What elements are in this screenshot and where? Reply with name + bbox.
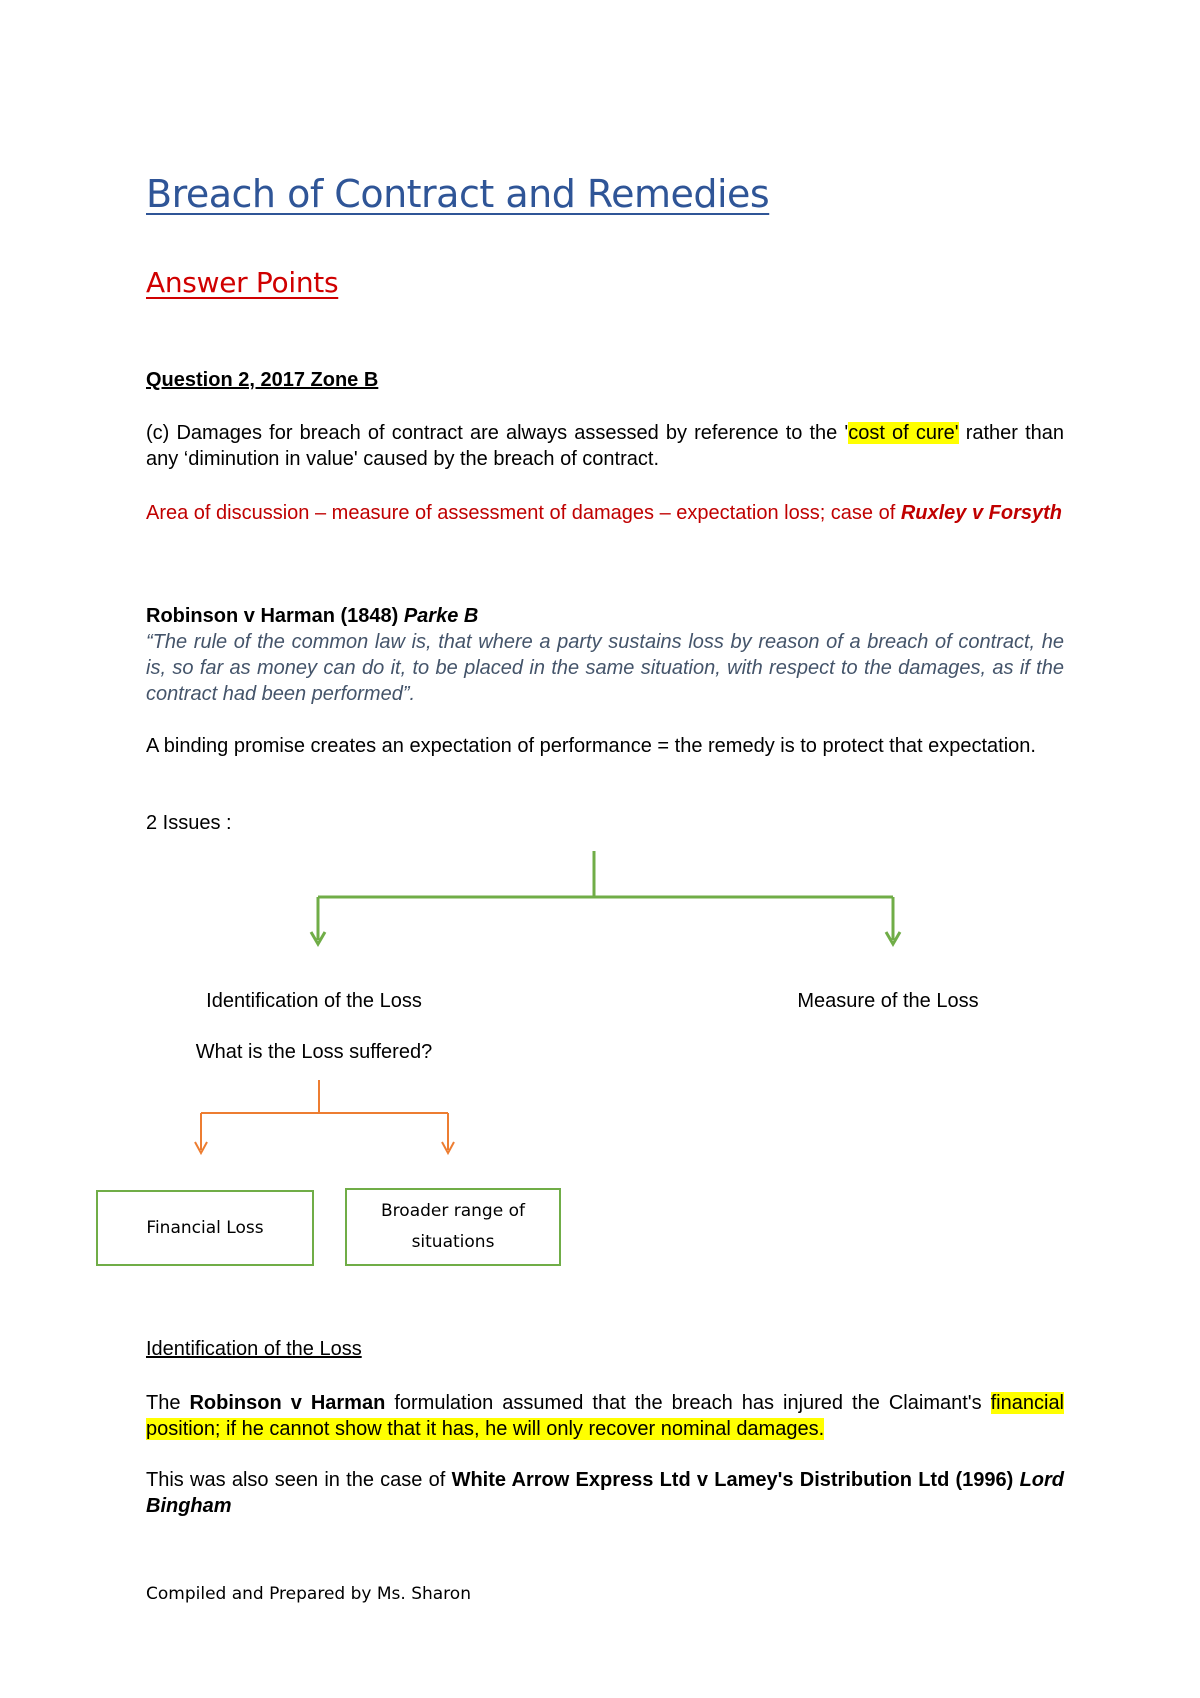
para2-mid: formulation assumed that the breach has injured the Claimant's (385, 1392, 991, 1414)
robinson-case-name: Robinson v Harman (1848) (146, 605, 404, 627)
ruxley-case: Ruxley v Forsyth (900, 502, 1063, 524)
document-title: Breach of Contract and Remedies (146, 172, 770, 216)
issues-label: 2 Issues : (146, 812, 232, 834)
question-text-end: rather than any ‘diminution in value' caused by the breach of contract. (146, 422, 1064, 470)
identification-of-loss-label: Identification of the Loss (206, 990, 422, 1012)
answer-points-heading: Answer Points (146, 266, 339, 299)
cost-of-cure-highlight: cost of cure' (848, 422, 959, 444)
broader-range-box: Broader range of situations (345, 1188, 561, 1266)
orange-connectors (201, 1080, 448, 1150)
green-connectors (318, 851, 893, 940)
para2-start: The (146, 1392, 190, 1414)
robinson-bold: Robinson v Harman (189, 1392, 386, 1414)
robinson-quote: “The rule of the common law is, that where a party sustains loss by reason of a breach of contract, he is, so far as money can do it, to be placed in the same situation, with respect to the damages, as if the contract had been performed”. (146, 631, 1064, 705)
identification-section-heading: Identification of the Loss (146, 1338, 362, 1360)
lord-bingham: Lord Bingham (146, 1469, 1064, 1517)
para3-start: This was also seen in the case of (146, 1469, 452, 1491)
robinson-formulation-paragraph (146, 1390, 1064, 1442)
white-arrow-paragraph (146, 1467, 1064, 1519)
question-heading: Question 2, 2017 Zone B (146, 369, 379, 391)
binding-promise-text: A binding promise creates an expectation of performance = the remedy is to protect that expectation. (146, 735, 1036, 757)
page-footer: Compiled and Prepared by Ms. Sharon (146, 1584, 471, 1604)
financial-loss-box: Financial Loss (96, 1190, 314, 1266)
measure-of-loss-label: Measure of the Loss (797, 990, 979, 1012)
discussion-text: Area of discussion – measure of assessment of damages – expectation loss; case of (146, 502, 901, 524)
white-arrow-case: White Arrow Express Ltd v Lamey's Distribution Ltd (1996) (451, 1469, 1020, 1491)
parke-b: Parke B (403, 605, 479, 627)
nominal-damages-highlight: financial position; if he cannot show that it has, he will only recover nominal damages. (146, 1392, 1065, 1440)
question-text-start: (c) Damages for breach of contract are always assessed by reference to the ' (146, 422, 849, 444)
loss-suffered-question: What is the Loss suffered? (195, 1041, 433, 1063)
